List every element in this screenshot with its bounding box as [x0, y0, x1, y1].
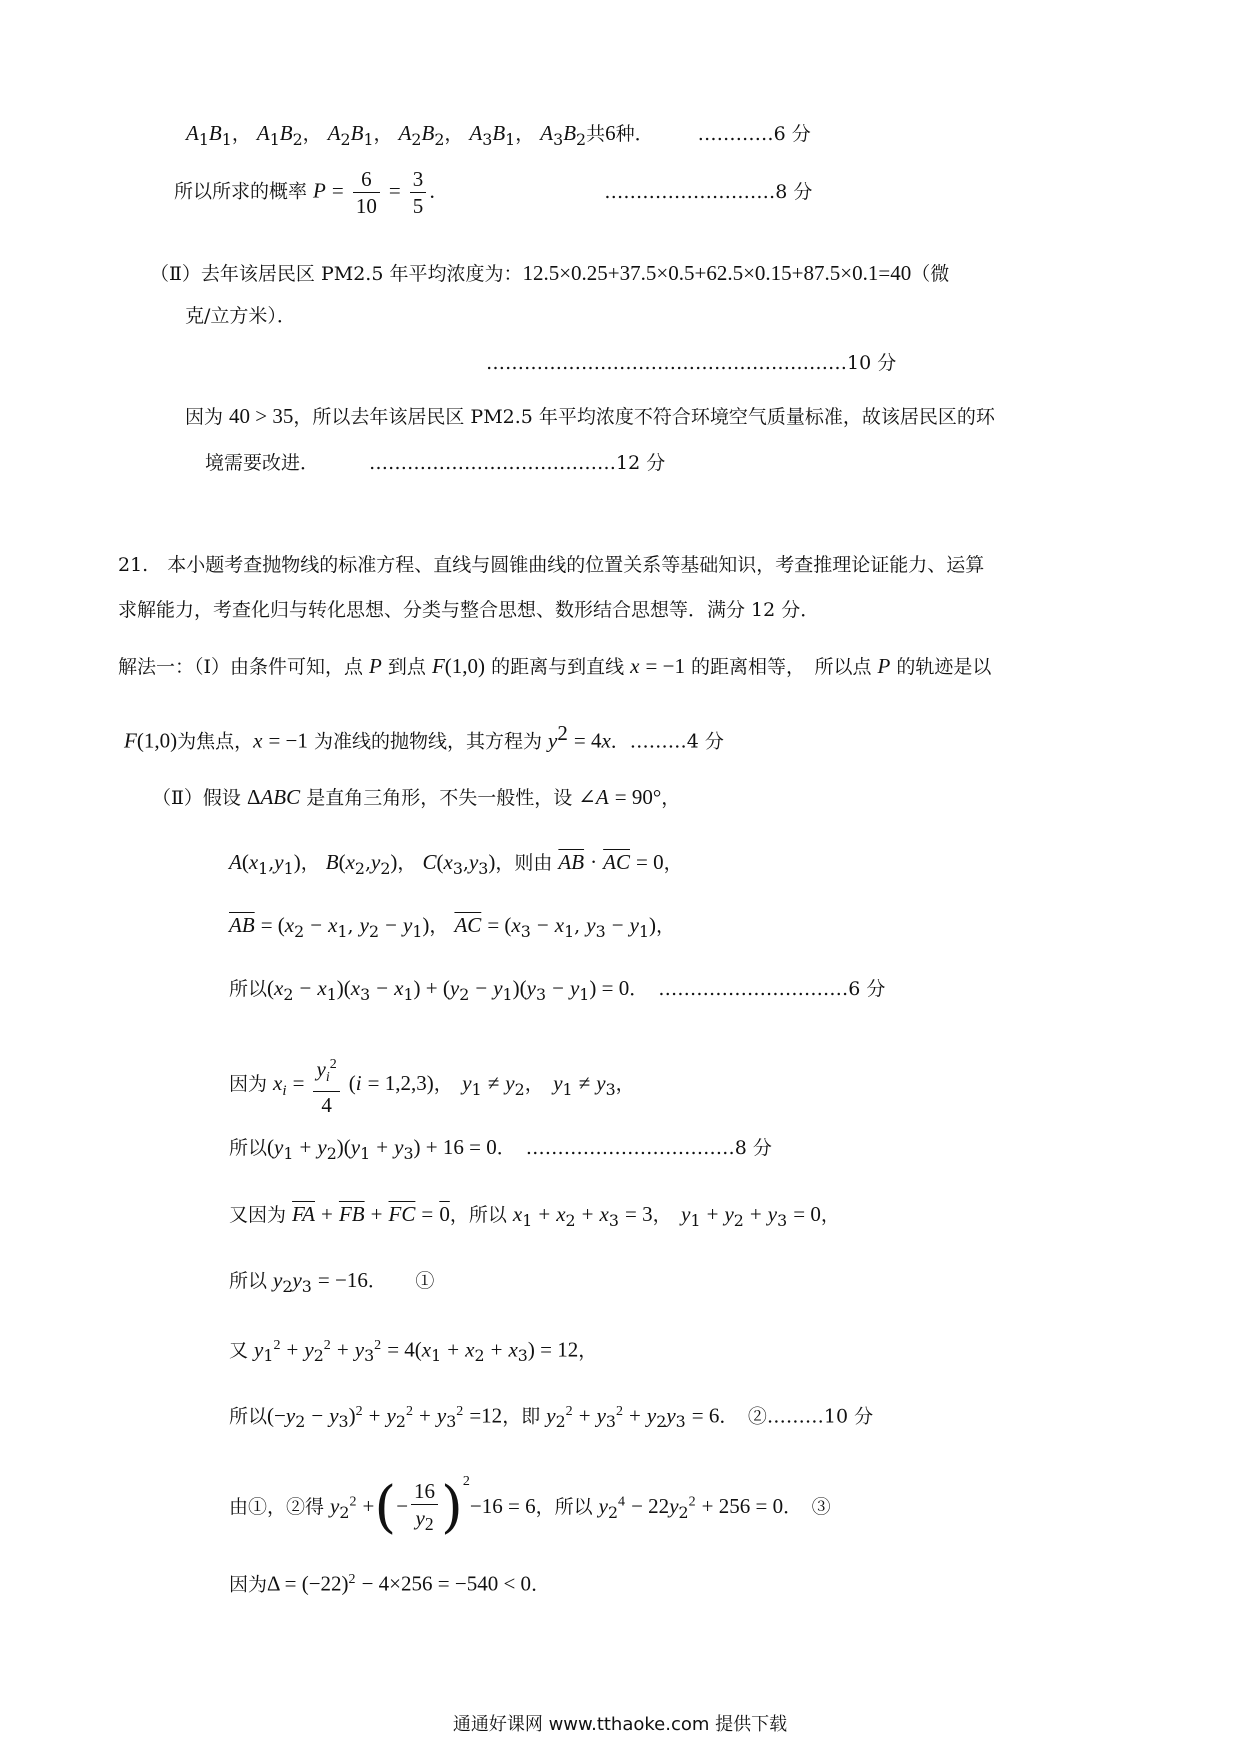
text-line-23: 因为$\Delta = (-22)^2 - 4\times 256 = -540 < 0$． [229, 1571, 551, 1596]
text-line-15: 所以$(x_2 - x_1)(x_3 - x_1) + (y_2 - y_1)(y_3 - y_1) = 0$． …………………………6 分 [229, 976, 886, 1004]
text-line-18: 又因为 $\overline{FA} + \overline{FB} + \overline{FC} = 0$，所以 $x_1 + x_2 + x_3 = 3$， $y_1 + y_2 + y_3 = 0$， [229, 1202, 840, 1230]
text-line-20: 又 $y_1^2 + y_2^2 + y_3^2 = 4(x_1 + x_2 + x_3) = 12$， [229, 1337, 598, 1366]
text-line-1: $A_1B_1$， $A_1B_2$， $A_2B_1$， $A_2B_2$， $A_3B_1$， $A_3B_2$共6种． …………6 分 [186, 121, 811, 149]
text-line-2: 所以所求的概率 P = $\frac{6}{10}$ = $\frac{3}{5}$ ． ………………………8 分 [174, 167, 813, 218]
text-line-8: 21. 本小题考查抛物线的标准方程、直线与圆锥曲线的位置关系等基础知识，考查推理论证能力、运算 [118, 554, 985, 576]
text-line-4: 克/立方米）． [185, 305, 296, 327]
text-line-16: 因为 $x_i$ = $\frac{y_i^2}{4}$ (i = 1,2,3)， $y_1 \ne y_2$， $y_1 \ne y_3$， [229, 1052, 635, 1118]
text-line-14: $\overline{AB} = (x_2 - x_1$, $y_2 - y_1$)， $\overline{AC} = (x_3 - x_1$, $y_3 - y_1$)， [229, 913, 676, 941]
page-footer: 通通好课网 www.tthaoke.com 提供下载 [452, 1714, 788, 1735]
text-line-3: （Ⅱ）去年该居民区 PM2.5 年平均浓度为：12.5×0.25+37.5×0.5+62.5×0.15+87.5×0.1=40（微 [150, 261, 950, 285]
text-line-5: …………………………………………………10 分 [486, 352, 897, 374]
text-line-13: $A(x_1,y_1)$， $B(x_2,y_2)$， $C(x_3,y_3)$，则由 $\overline{AB} \cdot \overline{AC} = 0$， [229, 850, 683, 878]
text-line-7: 境需要改进． …………………………………12 分 [205, 452, 666, 474]
text-line-21: 所以$(-y_2 - y_3)^2 + y_2^2 + y_3^2 =12$，即 $y_2^2 + y_3^2 + y_2y_3 = 6$． ②………10 分 [229, 1403, 874, 1432]
text-line-19: 所以 $y_2y_3 = -16$． ① [229, 1268, 435, 1296]
text-line-10: 解法一：（Ⅰ）由条件可知，点 P 到点 F(1,0) 的距离与到直线 x = −1 的距离相等， 所以点 P 的轨迹是以 [118, 654, 992, 678]
text-line-9: 求解能力，考查化归与转化思想、分类与整合思想、数形结合思想等．满分 12 分． [118, 599, 820, 621]
text-line-11: F(1,0)为焦点，x = −1 为准线的抛物线，其方程为 $y^2 = 4x$．………4 分 [124, 721, 724, 753]
text-line-6: 因为 40 > 35，所以去年该居民区 PM2.5 年平均浓度不符合环境空气质量标准，故该居民区的环 [185, 404, 995, 428]
text-line-12: （Ⅱ）假设 ΔABC 是直角三角形，不失一般性，设 ∠A = 90°， [152, 785, 681, 809]
text-line-22: 由①，②得 $y_2^2$ +(− $\frac{16}{y_2}$ )$^2$−16 = 6，所以 $y_2^4 - 22y_2^2 + 256 = 0$． ③ [229, 1474, 831, 1540]
text-line-17: 所以$(y_1 + y_2)(y_1 + y_3) + 16 = 0$． ……………………………8 分 [229, 1135, 772, 1163]
